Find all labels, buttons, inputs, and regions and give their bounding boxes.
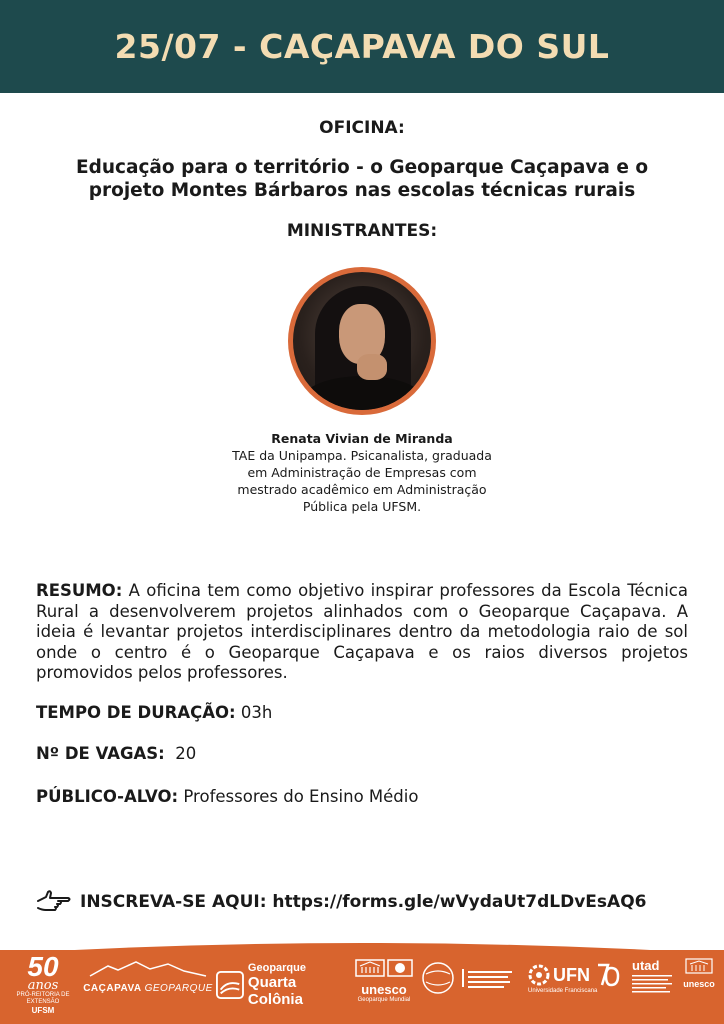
vacancies-row: [36, 744, 688, 763]
presenter-photo: [288, 267, 436, 415]
oficina-title-line-2: projeto Montes Bárbaros nas escolas técnicas rurais: [88, 180, 636, 201]
bio-line: Pública pela UFSM.: [302, 499, 422, 514]
logo-ufn: UFN Universidade Franciscana: [528, 962, 626, 995]
presenter-bio: [222, 430, 502, 515]
mountain-icon: [88, 960, 208, 978]
resumo-text: A oficina tem como objetivo inspirar professores da Escola Técnica Rural a desenvolverem projetos alinhados com o Geoparque Caçapava. A ideia é levantar projetos interdisciplinares dentro da metodologia raio de sol onde o centro é o Geoparque Caçapava e os raios diversos projetos promovidos pelos professores.: [36, 581, 688, 682]
logo-global-geoparks: [420, 960, 520, 996]
bio-line: TAE da Unipampa. Psicanalista, graduada: [232, 448, 492, 463]
oficina-label: OFICINA:: [319, 118, 405, 138]
duration-label: TEMPO DE DURAÇÃO:: [36, 703, 236, 722]
audience-row: [36, 787, 688, 806]
duration-value: 03h: [240, 703, 273, 722]
bio-line: mestrado acadêmico em Administração: [237, 482, 487, 497]
resumo-label: RESUMO:: [36, 581, 123, 600]
logo-unesco: unesco Geoparque Mundial: [352, 958, 416, 1004]
logo-quarta-colonia: Geoparque Quarta Colônia: [216, 962, 348, 1008]
presenter-name: Renata Vivian de Miranda: [271, 431, 453, 446]
register-link[interactable]: [36, 888, 688, 916]
header-banner: [0, 0, 724, 93]
logo-utad-unesco: utad unesco: [632, 958, 720, 1000]
audience-value: Professores do Ensino Médio: [183, 787, 419, 806]
register-text: INSCREVA-SE AQUI: https://forms.gle/wVydaUt7dLDvEsAQ6: [80, 892, 647, 912]
vacancies-label: Nº DE VAGAS:: [36, 744, 165, 763]
quarta-colonia-mark-icon: [216, 970, 244, 1000]
oficina-title-line-1: Educação para o território - o Geoparque Caçapava e o: [75, 157, 649, 178]
unesco-small-temple-icon: [684, 958, 714, 974]
geoparks-globe-icon: [420, 960, 460, 996]
ufn-flower-icon: [528, 964, 550, 986]
bio-line: em Administração de Empresas com: [247, 465, 477, 480]
audience-label: PÚBLICO-ALVO:: [36, 787, 179, 806]
pointing-hand-icon: [36, 888, 72, 916]
geoparks-network-icon: [460, 963, 516, 993]
logo-cacapava-geoparque: CAÇAPAVA GEOPARQUE: [82, 960, 214, 994]
resumo-paragraph: [36, 581, 688, 684]
utad-caption-lines: [632, 973, 676, 995]
ufn-70-icon: [596, 962, 620, 988]
duration-row: [36, 703, 688, 722]
page-title: 25/07 - CAÇAPAVA DO SUL: [114, 27, 610, 66]
vacancies-value: 20: [175, 744, 197, 763]
ministrantes-label: MINISTRANTES:: [286, 221, 438, 241]
unesco-temple-icon: [354, 958, 414, 978]
logo-50-anos: 50 anos PRÓ-REITORIA DE EXTENSÃO UFSM: [16, 951, 70, 1015]
